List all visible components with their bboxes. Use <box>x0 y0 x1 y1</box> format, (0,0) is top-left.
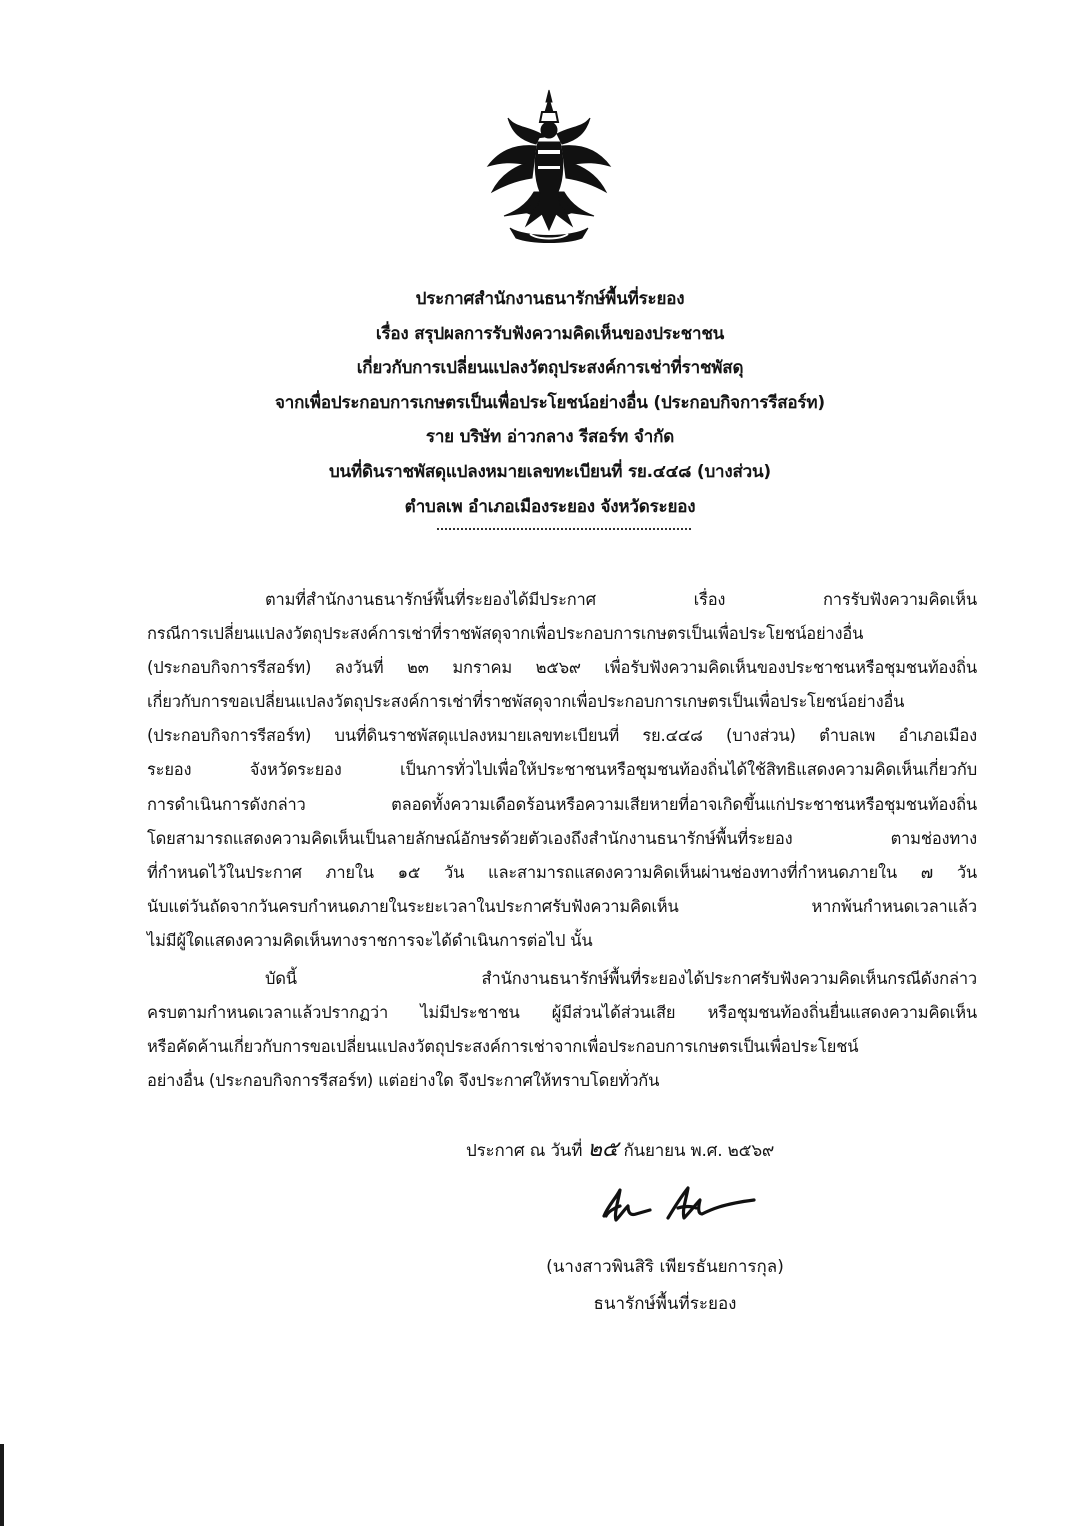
scan-edge-mark <box>0 1444 4 1526</box>
paragraph-line: ไม่มีผู้ใดแสดงความคิดเห็นทางราชการจะได้ดำเนินการต่อไป นั้น <box>147 930 593 950</box>
body-paragraph-2 <box>147 962 977 1098</box>
company-line: ราย บริษัท อ่าวกลาง รีสอร์ท จำกัด <box>425 427 675 448</box>
announcement-issuer: ประกาศสำนักงานธนารักษ์พื้นที่ระยอง <box>415 289 685 309</box>
paragraph-line: ระยอง จังหวัดระยอง เป็นการทั่วไปเพื่อให้ประชาชนหรือชุมชนท้องถิ่นได้ใช้สิทธิแสดงความคิดเห็นเกี่ยวกับ <box>147 760 977 780</box>
body-paragraph-1 <box>147 583 977 958</box>
heading-line: เกี่ยวกับการเปลี่ยนแปลงวัตถุประสงค์การเช่าที่ราชพัสดุ <box>356 358 744 379</box>
announcement-date <box>466 1131 774 1166</box>
date-day: ๒๕ <box>587 1137 619 1162</box>
paragraph-line: การดำเนินการดังกล่าว ตลอดทั้งความเดือดร้อนหรือความเสียหายที่อาจเกิดขึ้นแก่ประชาชนหรือชุมชนท้องถิ่น <box>147 794 977 814</box>
signer-title: ธนารักษ์พื้นที่ระยอง <box>593 1294 737 1314</box>
paragraph-line: เกี่ยวกับการขอเปลี่ยนแปลงวัตถุประสงค์การเช่าที่ราชพัสดุจากเพื่อประกอบการเกษตรเป็นเพื่อประโยชน์อย่างอื่น <box>147 692 905 712</box>
paragraph-line: หรือคัดค้านเกี่ยวกับการขอเปลี่ยนแปลงวัตถุประสงค์การเช่าจากเพื่อประกอบการเกษตรเป็นเพื่อประโยชน์ <box>147 1037 859 1057</box>
paragraph-line: นับแต่วันถัดจากวันครบกำหนดภายในระยะเวลาในประกาศรับฟังความคิดเห็น หากพ้นกำหนดเวลาแล้ว <box>147 896 977 916</box>
paragraph-line: บัดนี้ สำนักงานธนารักษ์พื้นที่ระยองได้ประกาศรับฟังความคิดเห็นกรณีดังกล่าว <box>265 969 977 988</box>
signer-name: (นางสาวพินสิริ เพียรธันยการกุล) <box>546 1257 784 1277</box>
date-month-year: กันยายน พ.ศ. ๒๕๖๙ <box>623 1141 775 1161</box>
paragraph-line: (ประกอบกิจการรีสอร์ท) ลงวันที่ ๒๓ มกราคม ๒๕๖๙ เพื่อรับฟังความคิดเห็นของประชาชนหรือชุมชนท้องถิ่น <box>147 658 977 678</box>
garuda-emblem-icon <box>486 88 612 244</box>
date-prefix: ประกาศ ณ วันที่ <box>466 1141 583 1161</box>
paragraph-line: ครบตามกำหนดเวลาแล้วปรากฏว่า ไม่มีประชาชน ผู้มีส่วนได้ส่วนเสีย หรือชุมชนท้องถิ่นยื่นแสดงความคิดเห็น <box>147 1003 977 1023</box>
handwritten-signature <box>598 1176 758 1236</box>
heading-line: จากเพื่อประกอบการเกษตรเป็นเพื่อประโยชน์อย่างอื่น (ประกอบกิจการรีสอร์ท) <box>275 392 825 413</box>
paragraph-line: อย่างอื่น (ประกอบกิจการรีสอร์ท) แต่อย่างใด จึงประกาศให้ทราบโดยทั่วกัน <box>147 1071 660 1091</box>
paragraph-line: โดยสามารถแสดงความคิดเห็นเป็นลายลักษณ์อักษรด้วยตัวเองถึงสำนักงานธนารักษ์พื้นที่ระยอง ตามช่องทาง <box>147 828 977 848</box>
paragraph-line: กรณีการเปลี่ยนแปลงวัตถุประสงค์การเช่าที่ราชพัสดุจากเพื่อประกอบการเกษตรเป็นเพื่อประโยชน์อย่างอื่น <box>147 624 864 644</box>
announcement-heading <box>100 282 1000 524</box>
paragraph-line: ตามที่สำนักงานธนารักษ์พื้นที่ระยองได้มีประกาศ เรื่อง การรับฟังความคิดเห็น <box>265 590 977 609</box>
subject-line: เรื่อง สรุปผลการรับฟังความคิดเห็นของประชาชน <box>375 323 725 344</box>
location-line: ตำบลเพ อำเภอเมืองระยอง จังหวัดระยอง <box>404 496 696 517</box>
land-parcel-line: บนที่ดินราชพัสดุแปลงหมายเลขทะเบียนที่ รย.๔๔๘ (บางส่วน) <box>328 461 772 482</box>
paragraph-line: (ประกอบกิจการรีสอร์ท) บนที่ดินราชพัสดุแปลงหมายเลขทะเบียนที่ รย.๔๔๘ (บางส่วน) ตำบลเพ อำเภอเมือง <box>147 726 977 746</box>
paragraph-line: ที่กำหนดไว้ในประกาศ ภายใน ๑๕ วัน และสามารถแสดงความคิดเห็นผ่านช่องทางที่กำหนดภายใน ๗ วัน <box>147 862 977 882</box>
dotted-divider <box>437 528 691 530</box>
